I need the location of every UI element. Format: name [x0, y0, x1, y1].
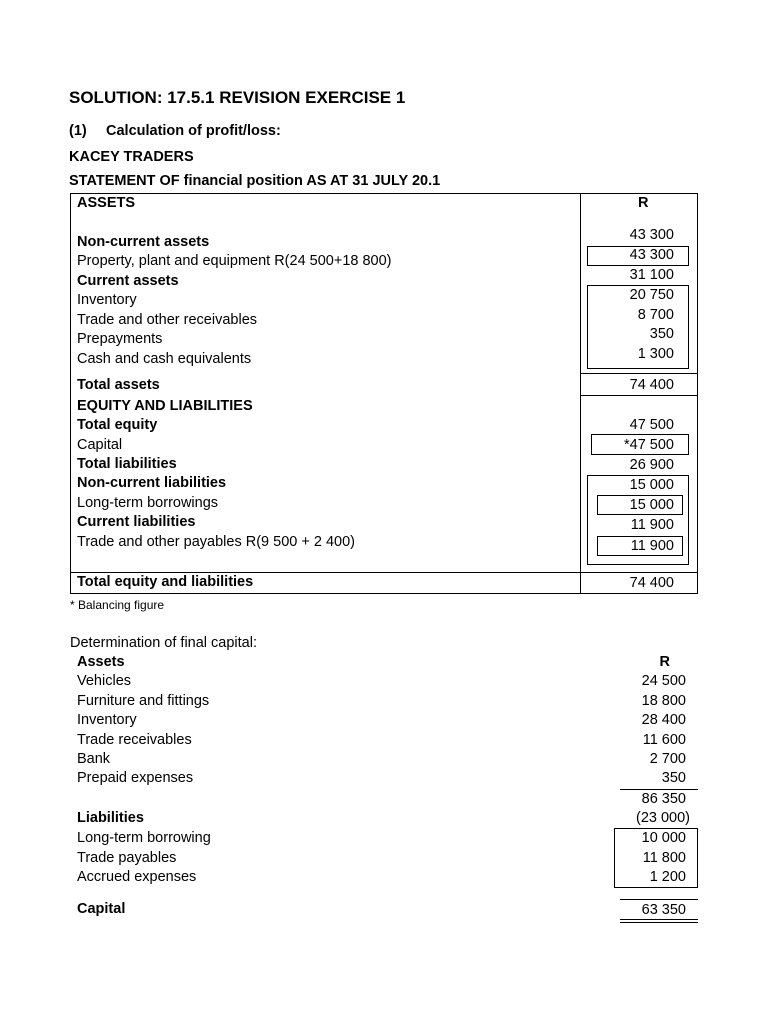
capital-amount: 63 350	[641, 902, 686, 918]
row-amount: 11 900	[630, 517, 674, 533]
row-label: EQUITY AND LIABILITIES	[77, 398, 253, 414]
capital-double-rule	[620, 922, 698, 923]
row-amount: 8 700	[637, 307, 674, 323]
row-label: Total equity and liabilities	[77, 574, 254, 590]
page-title: SOLUTION: 17.5.1 REVISION EXERCISE 1	[69, 88, 406, 107]
liability-amount: 10 000	[641, 830, 686, 846]
row-label: Total assets	[77, 377, 160, 393]
assets-total: 86 350	[641, 791, 686, 807]
row-amount: 1 300	[637, 346, 674, 362]
asset-amount: 24 500	[641, 673, 686, 689]
asset-label: Inventory	[77, 712, 137, 728]
liability-label: Trade payables	[77, 850, 177, 866]
row-amount: 47 500	[629, 417, 674, 433]
row-amount: *47 500	[624, 437, 674, 453]
asset-amount: 18 800	[641, 693, 686, 709]
liability-label: Accrued expenses	[77, 869, 197, 885]
row-amount: 15 000	[629, 477, 674, 493]
row-label: Cash and cash equivalents	[77, 351, 252, 367]
row-amount: 26 900	[629, 457, 674, 473]
currency-header: R	[638, 195, 649, 211]
row-label: Trade and other receivables	[77, 312, 258, 328]
row-amount: 350	[649, 326, 674, 342]
liability-amount: 11 800	[642, 850, 686, 866]
capital-label: Capital	[77, 901, 126, 917]
row-label: Non-current assets	[77, 234, 210, 250]
liability-amount: 1 200	[649, 869, 686, 885]
row-label: Property, plant and equipment R(24 500+18 800)	[77, 253, 392, 269]
rule	[580, 373, 698, 374]
footnote: * Balancing figure	[70, 598, 165, 612]
row-label: Non-current liabilities	[77, 475, 227, 491]
section-label: Calculation of profit/loss:	[106, 123, 281, 139]
column-divider	[580, 193, 581, 594]
section-number: (1)	[69, 123, 87, 139]
asset-label: Furniture and fittings	[77, 693, 210, 709]
row-amount: 31 100	[629, 267, 674, 283]
row-amount: 74 400	[629, 575, 674, 591]
asset-amount: 28 400	[641, 712, 686, 728]
company-name: KACEY TRADERS	[69, 149, 194, 165]
liabilities-label: Liabilities	[77, 810, 144, 826]
capital-double-rule	[620, 919, 698, 920]
asset-label: Bank	[77, 751, 111, 767]
asset-label: Prepaid expenses	[77, 770, 194, 786]
capital-top-rule	[620, 899, 698, 900]
row-label: Trade and other payables R(9 500 + 2 400)	[77, 534, 355, 550]
row-label: Total liabilities	[77, 456, 177, 472]
row-label: Current liabilities	[77, 514, 196, 530]
row-amount: 74 400	[629, 377, 674, 393]
asset-amount: 350	[661, 770, 686, 786]
asset-amount: 11 600	[642, 732, 686, 748]
liability-label: Long-term borrowing	[77, 830, 211, 846]
row-amount: 11 900	[630, 538, 674, 554]
liabilities-total: (23 000)	[635, 810, 690, 826]
statement-title: STATEMENT OF financial position AS AT 31 JULY 20.1	[69, 173, 441, 189]
asset-amount: 2 700	[649, 751, 686, 767]
asset-label: Trade receivables	[77, 732, 192, 748]
capital-heading: Determination of final capital:	[70, 635, 257, 651]
row-label: Inventory	[77, 292, 137, 308]
row-amount: 43 300	[629, 227, 674, 243]
asset-label: Vehicles	[77, 673, 132, 689]
row-label: Capital	[77, 437, 123, 453]
row-amount: 43 300	[629, 247, 674, 263]
row-label: Current assets	[77, 273, 179, 289]
row-label: Prepayments	[77, 331, 163, 347]
assets-label: Assets	[77, 654, 125, 670]
currency-header: R	[659, 654, 670, 670]
assets-heading: ASSETS	[77, 195, 136, 211]
row-amount: 20 750	[629, 287, 674, 303]
row-label: Total equity	[77, 417, 158, 433]
row-label: Long-term borrowings	[77, 495, 219, 511]
row-amount: 15 000	[629, 497, 674, 513]
